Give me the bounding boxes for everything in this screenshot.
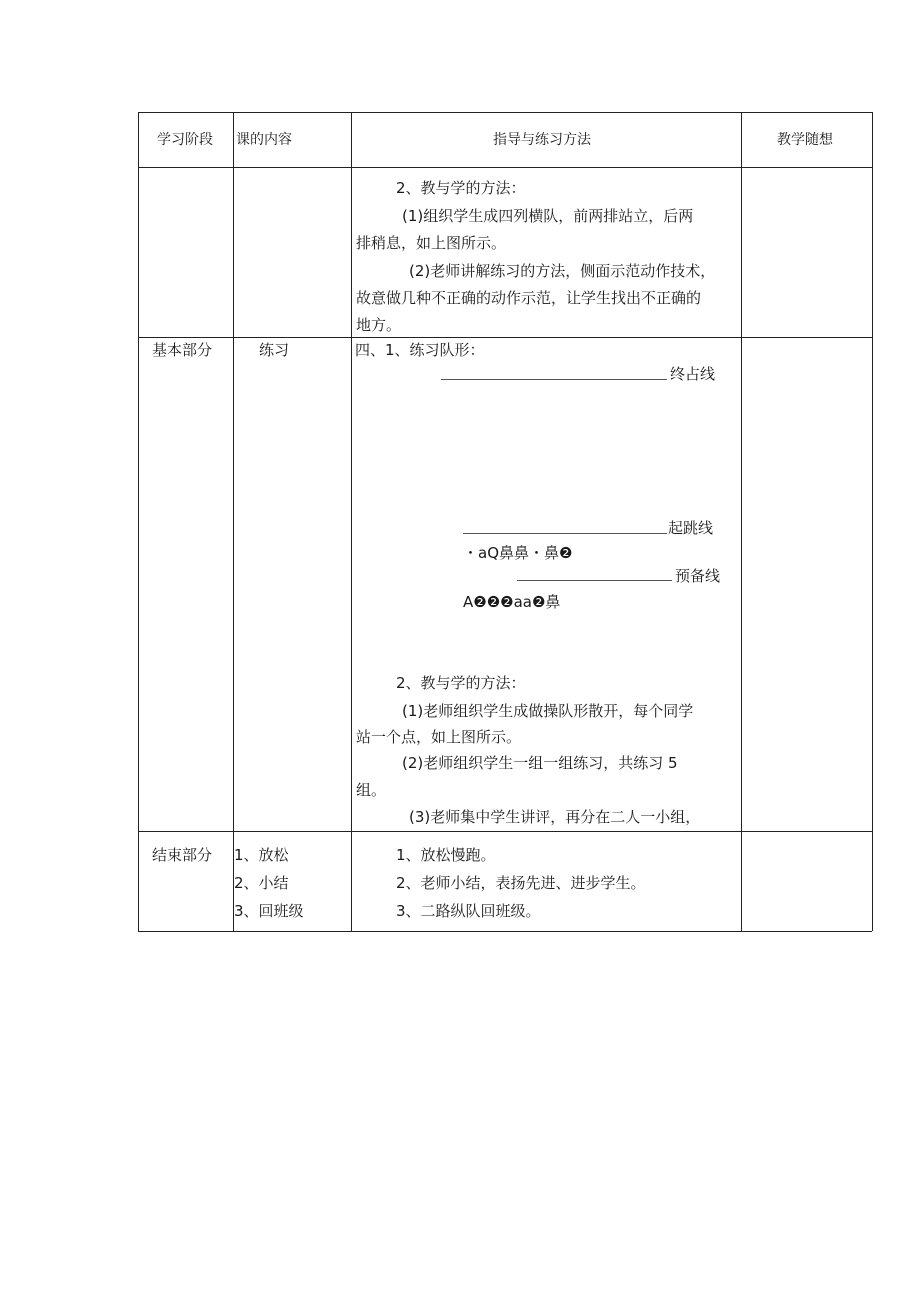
- finish-line-label: 终占线: [670, 365, 716, 383]
- formation-marks-row-1: ・aQ鼻鼻・鼻❷: [463, 544, 573, 562]
- row3-content-1: 1、放松: [234, 846, 289, 864]
- ready-line-label: 预备线: [675, 567, 721, 585]
- ready-line: [517, 580, 672, 581]
- takeoff-line: [463, 533, 667, 534]
- row1-method-line-6: 地方。: [356, 316, 402, 334]
- row1-method-line-1: 2、教与学的方法：: [396, 179, 526, 197]
- row1-method-line-3: 排稍息，如上图所示。: [356, 234, 507, 252]
- row2-method-line-3: 站一个点，如上图所示。: [356, 728, 522, 746]
- table-border-bottom: [138, 931, 872, 932]
- row2-method-line-6: (3)老师集中学生讲评，再分在二人一小组，: [409, 808, 701, 826]
- header-reflection: 教学随想: [777, 132, 833, 148]
- table-row2-bottom: [138, 831, 872, 832]
- row2-method-line-1: 2、教与学的方法：: [396, 674, 526, 692]
- table-border-right: [872, 112, 873, 931]
- takeoff-line-label: 起跳线: [668, 519, 714, 537]
- formation-marks-row-2: A❷❷❷aa❷鼻: [463, 593, 561, 611]
- table-border-left: [138, 112, 139, 931]
- row2-stage: 基本部分: [152, 341, 213, 359]
- row1-method-line-5: 故意做几种不正确的动作示范，让学生找出不正确的: [356, 289, 702, 307]
- formation-title: 四、1、练习队形：: [355, 341, 485, 359]
- row3-method-1: 1、放松慢跑。: [396, 846, 496, 864]
- row1-method-line-4: (2)老师讲解练习的方法，侧面示范动作技术，: [409, 262, 716, 280]
- row2-method-line-4: (2)老师组织学生一组一组练习，共练习 5: [402, 754, 678, 772]
- row3-method-2: 2、老师小结，表扬先进、进步学生。: [396, 874, 646, 892]
- table-col-divider-1: [233, 112, 234, 931]
- row3-stage: 结束部分: [152, 846, 213, 864]
- row2-content: 练习: [259, 341, 290, 359]
- row1-method-line-2: (1)组织学生成四列横队，前两排站立，后两: [402, 207, 694, 225]
- table-col-divider-2: [351, 112, 352, 931]
- table-row1-bottom: [138, 337, 872, 338]
- table-border-top: [138, 112, 872, 113]
- row3-content-2: 2、小结: [234, 874, 289, 892]
- row3-method-3: 3、二路纵队回班级。: [396, 902, 541, 920]
- table-header-bottom: [138, 167, 872, 168]
- header-content: 课的内容: [236, 132, 292, 148]
- table-col-divider-3: [741, 112, 742, 931]
- header-stage: 学习阶段: [157, 132, 213, 148]
- row2-method-line-5: 组。: [356, 781, 387, 799]
- header-method: 指导与练习方法: [493, 132, 591, 148]
- row3-content-3: 3、回班级: [234, 902, 304, 920]
- finish-line: [441, 379, 667, 380]
- row2-method-line-2: (1)老师组织学生成做操队形散开，每个同学: [402, 702, 694, 720]
